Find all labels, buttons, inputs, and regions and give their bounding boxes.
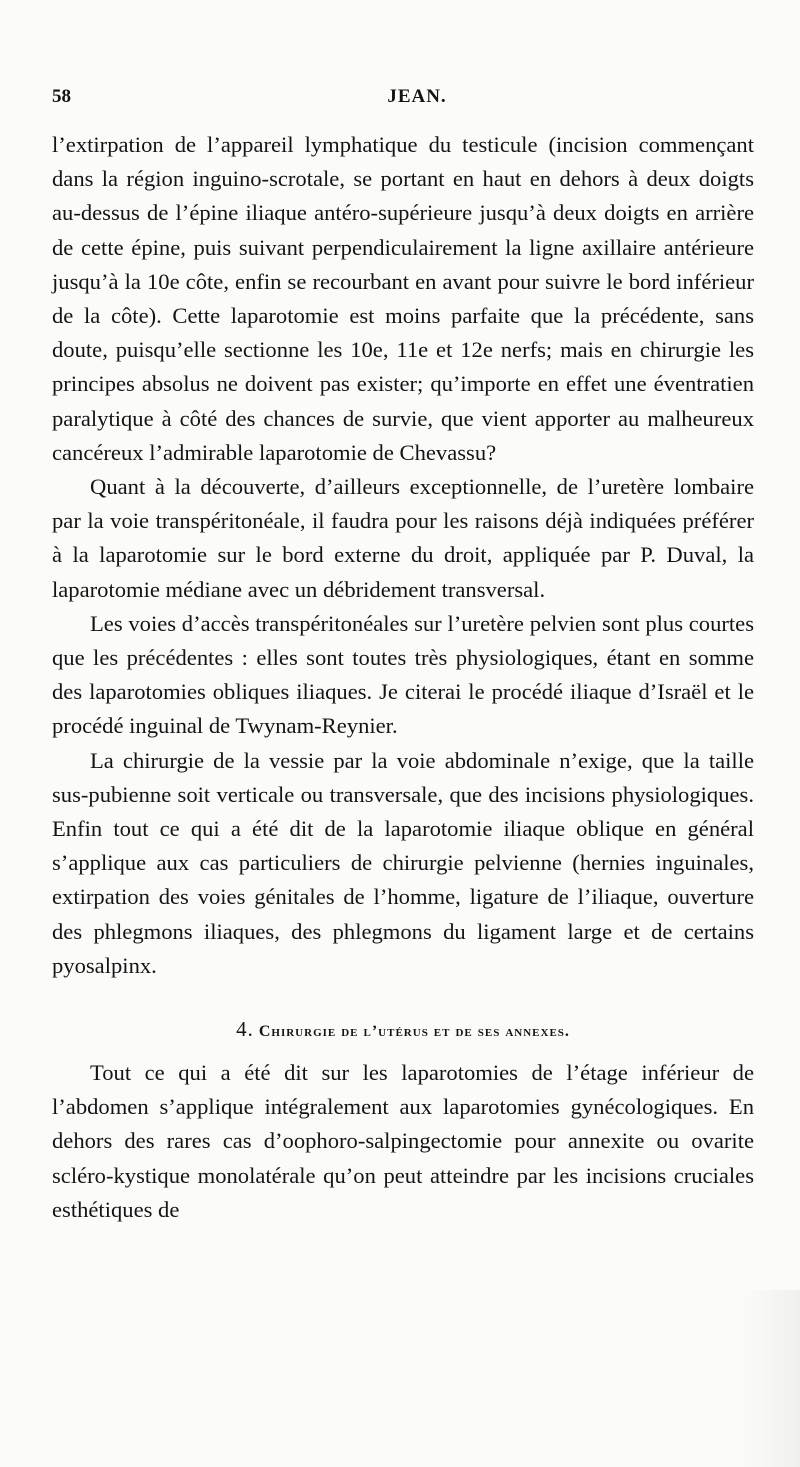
paragraph: Les voies d’accès transpéritonéales sur l’uretère pelvien sont plus courtes que les précédentes : elles sont toutes très physiologiques, étant en somme des laparotomies obliques iliaques. Je citerai le procédé iliaque d’Israël et le procédé inguinal de Twynam-Reynier.	[52, 610, 754, 739]
paragraph: Quant à la découverte, d’ailleurs exceptionnelle, de l’uretère lombaire par la voie transpéritonéale, il faudra pour les raisons déjà indiquées préférer à la laparotomie sur le bord externe du droit, appliquée par P. Duval, la laparotomie médiane avec un débridement transversal.	[52, 474, 754, 602]
paragraph: l’extirpation de l’appareil lymphatique du testicule (incision commençant dans la région inguino-scrotale, se portant en haut en dehors à deux doigts au-dessus de l’épine iliaque antéro-supérieure jusqu’à deux doigts en arrière de cette épine, puis suivant perpendiculairement la ligne axillaire antérieure jusqu’à la 10e côte, enfin se recourbant en avant pour suivre le bord inférieur de la côte). Cette laparotomie est moins parfaite que la précédente, sans doute, puisqu’elle sectionne les 10e, 11e et 12e nerfs; mais en chirurgie les principes absolus ne doivent pas exister; qu’importe en effet une éventratien paralytique à côté des chances de survie, que vient apporter au malheureux cancéreux l’admirable laparotomie de Chevassu?	[52, 132, 754, 465]
body-text	[52, 128, 754, 1227]
paper-stain	[740, 1290, 800, 1467]
section-heading	[52, 1017, 754, 1044]
section-title: Chirurgie de l’utérus et de ses annexes.	[258, 1023, 570, 1041]
page-number: 58	[52, 86, 71, 107]
page-header	[52, 86, 752, 116]
paragraph: Tout ce qui a été dit sur les laparotomies de l’étage inférieur de l’abdomen s’applique intégralement aux laparotomies gynécologiques. En dehors des rares cas d’oophoro-salpingectomie pour annexite ou ovarite scléro-kystique monolatérale qu’on peut atteindre par les incisions cruciales esthétiques de	[52, 1060, 754, 1222]
running-head: JEAN.	[387, 86, 447, 107]
paragraph: La chirurgie de la vessie par la voie abdominale n’exige, que la taille sus-pubienne soit verticale ou transversale, que des incisions physiologiques. Enfin tout ce qui a été dit de la laparotomie iliaque oblique en général s’applique aux cas particuliers de chirurgie pelvienne (hernies inguinales, extirpation des voies génitales de l’homme, ligature de l’iliaque, ouverture des phlegmons iliaques, des phlegmons du ligament large et de certains pyosalpinx.	[52, 747, 754, 978]
section-number: 4.	[236, 1017, 254, 1042]
